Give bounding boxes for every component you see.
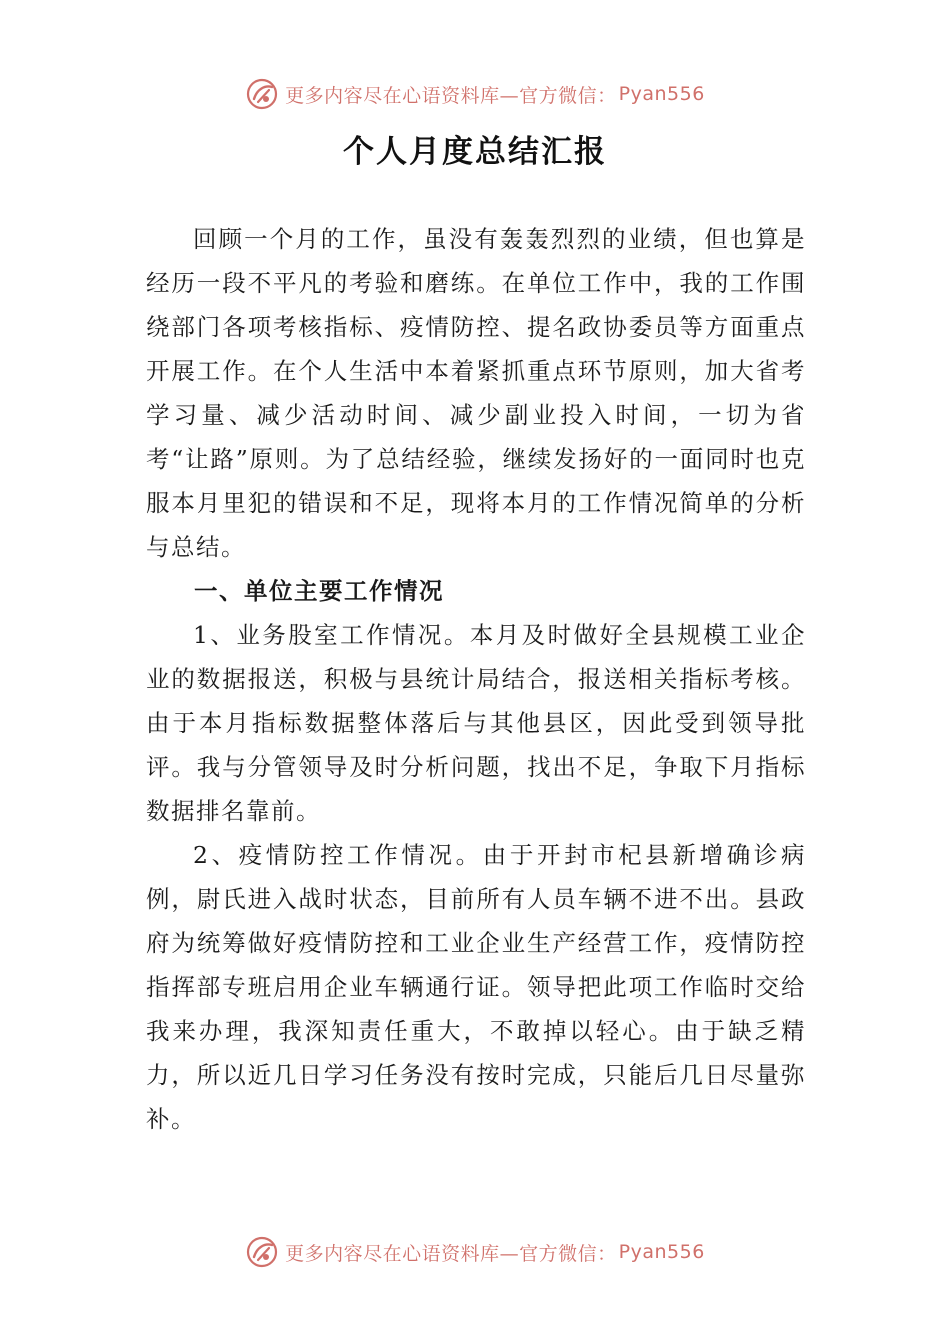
watermark-text: 更多内容尽在心语资料库—官方微信： xyxy=(285,1242,617,1265)
brand-logo-icon xyxy=(245,1235,279,1269)
footer-watermark xyxy=(0,1232,950,1272)
watermark-wechat-id: Pyan556 xyxy=(618,1241,705,1263)
item-paragraph-2: 2、疫情防控工作情况。由于开封市杞县新增确诊病例，尉氏进入战时状态，目前所有人员车辆不进不出。县政府为统筹做好疫情防控和工业企业生产经营工作，疫情防控指挥部专班启用企业车辆通行证。领导把此项工作临时交给我来办理，我深知责任重大，不敢掉以轻心。由于缺乏精力，所以近几日学习任务没有按时完成，只能后几日尽量弥补。 xyxy=(146,841,806,1133)
intro-paragraph: 回顾一个月的工作，虽没有轰轰烈烈的业绩，但也算是经历一段不平凡的考验和磨练。在单位工作中，我的工作围绕部门各项考核指标、疫情防控、提名政协委员等方面重点开展工作。在个人生活中本着紧抓重点环节原则，加大省考学习量、减少活动时间、减少副业投入时间，一切为省考“让路”原则。为了总结经验，继续发扬好的一面同时也克服本月里犯的错误和不足，现将本月的工作情况简单的分析与总结。 xyxy=(146,225,806,561)
brand-logo-icon xyxy=(245,77,279,111)
page-title: 个人月度总结汇报 xyxy=(343,134,607,170)
watermark-text: 更多内容尽在心语资料库—官方微信： xyxy=(285,84,617,107)
watermark-wechat-id: Pyan556 xyxy=(618,83,705,105)
section-heading: 一、单位主要工作情况 xyxy=(194,577,444,605)
item-paragraph-1: 1、业务股室工作情况。本月及时做好全县规模工业企业的数据报送，积极与县统计局结合，报送相关指标考核。由于本月指标数据整体落后与其他县区，因此受到领导批评。我与分管领导及时分析问题，找出不足，争取下月指标数据排名靠前。 xyxy=(146,621,806,825)
document-body xyxy=(146,217,806,1141)
header-watermark xyxy=(0,74,950,114)
